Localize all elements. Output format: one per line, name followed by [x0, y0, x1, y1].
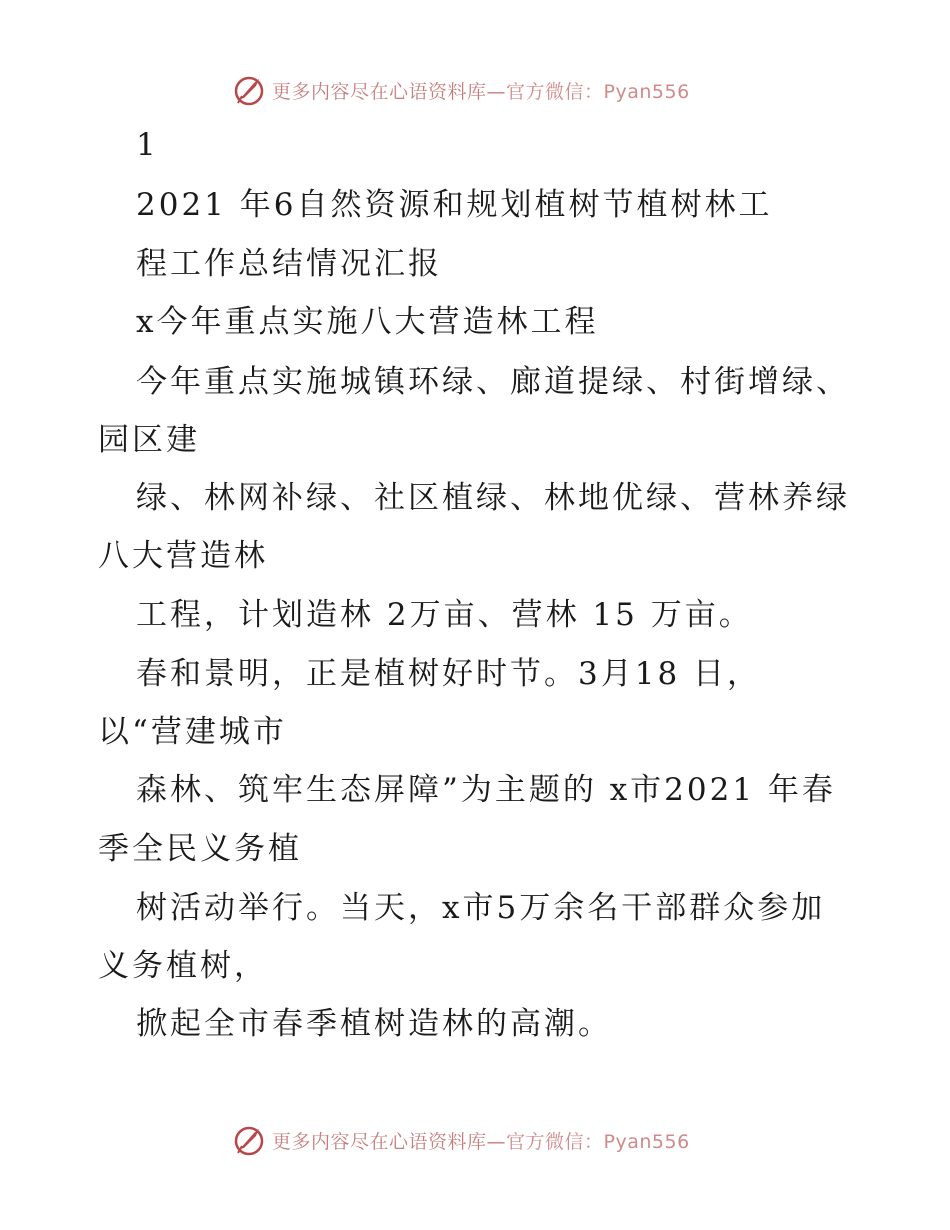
watermark-wechat-label: 官方微信： — [506, 1130, 604, 1153]
doc-line: 工程，计划造林 2万亩、营林 15 万亩。 — [136, 597, 753, 633]
footer-watermark — [232, 1122, 690, 1158]
watermark-dash: — — [486, 80, 507, 103]
doc-line: x今年重点实施八大营造林工程 — [136, 304, 599, 340]
watermark-text — [272, 1127, 690, 1154]
watermark-dash: — — [486, 1130, 507, 1153]
doc-line: 程工作总结情况汇报 — [136, 246, 442, 282]
doc-line: 掀起全市春季植树造林的高潮。 — [136, 1006, 612, 1042]
doc-line: 季全民义务植 — [98, 831, 302, 867]
doc-line: 春和景明，正是植树好时节。3月18 日， — [136, 656, 762, 692]
doc-line: 2021 年6自然资源和规划植树节植树林工 — [136, 187, 773, 223]
doc-line: 森林、筑牢生态屏障”为主题的 x市2021 年春 — [136, 772, 836, 808]
doc-line: 树活动举行。当天，x市5万余名干部群众参加 — [136, 890, 826, 926]
doc-line: 今年重点实施城镇环绿、廊道提绿、村街增绿、 — [136, 364, 850, 400]
header-watermark — [232, 72, 690, 108]
watermark-text — [272, 77, 690, 104]
watermark-brand: 更多内容尽在心语资料库 — [272, 1130, 487, 1153]
doc-line: 园区建 — [98, 422, 200, 458]
doc-line: 绿、林网补绿、社区植绿、林地优绿、营林养绿 — [136, 480, 850, 516]
doc-line: 以“营建城市 — [98, 714, 287, 750]
watermark-brand: 更多内容尽在心语资料库 — [272, 80, 487, 103]
doc-line: 八大营造林 — [98, 538, 268, 574]
quill-logo-icon — [232, 1123, 266, 1157]
quill-logo-icon — [232, 73, 266, 107]
watermark-wechat-id: Pyan556 — [603, 1130, 690, 1153]
doc-line: 1 — [136, 127, 159, 163]
watermark-wechat-label: 官方微信： — [506, 80, 604, 103]
doc-line: 义务植树， — [98, 948, 268, 984]
watermark-wechat-id: Pyan556 — [603, 80, 690, 103]
